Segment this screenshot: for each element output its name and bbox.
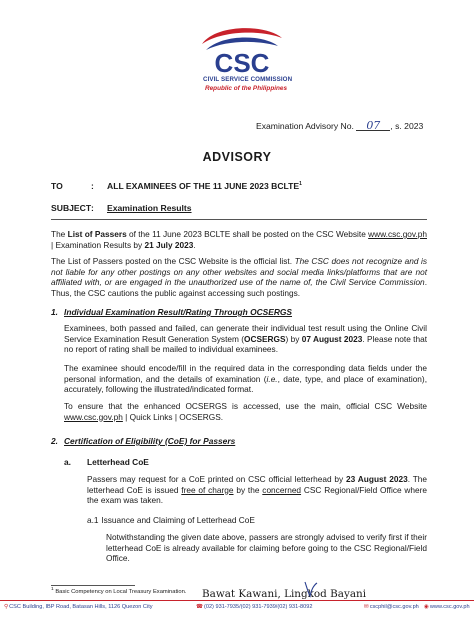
subject-value: Examination Results	[107, 203, 192, 213]
advisory-suffix: , s. 2023	[390, 121, 424, 131]
to-label: TO	[51, 181, 63, 191]
email-icon: ✉	[364, 604, 369, 610]
logo-text: CSC	[214, 48, 270, 78]
section-1-paragraph-1: Examinees, both passed and failed, can generate their individual test result using the Online Civil Service Examination Result Generation System (OCSERGS) by 07 August 2023. Please note that no report of rating shall be mailed to individual examinees.	[64, 323, 427, 354]
footer-phone: ☎(02) 931-7935/(02) 931-7939/(02) 931-8092	[196, 604, 313, 610]
footnote-divider	[51, 585, 135, 586]
section-2-heading: 2. Certification of Eligibility (CoE) for Passers	[51, 436, 236, 446]
footer-website[interactable]: ◉www.csc.gov.ph	[424, 604, 470, 610]
csc-website-link[interactable]: www.csc.gov.ph	[368, 229, 427, 239]
section-1-paragraph-3: To ensure that the enhanced OCSERGS is accessed, use the main, official CSC Website www.csc.gov.ph | Quick Links | OCSERGS.	[64, 401, 427, 422]
org-name: CIVIL SERVICE COMMISSION	[203, 76, 293, 83]
header-divider	[51, 219, 427, 220]
subject-colon: :	[91, 203, 94, 213]
location-pin-icon: ⚲	[4, 604, 9, 610]
phone-icon: ☎	[196, 604, 203, 610]
footnote: $^1$ Basic Competency on Local Treasury Examination.	[51, 587, 187, 595]
advisory-number: 07	[356, 121, 390, 131]
footer-address: ⚲CSC Building, IBP Road, Batasan Hills, 1126 Quezon City	[4, 604, 153, 610]
section-2a-paragraph: Passers may request for a CoE printed on CSC official letterhead by 23 August 2023. The letterhead CoE is issued free of charge by the concerned CSC Regional/Field Office where the exam was taken.	[87, 474, 427, 505]
subject-row	[51, 203, 192, 213]
official-list-paragraph: The List of Passers posted on the CSC Website is the official list. The CSC does not recognize and is not liable for any other postings on any other websites and social media links/platforms that are not affiliated with, or are engaged in the unauthorized use of the name of, the Civil Service Commission. Thus, the CSC cautions the public against accessing such postings.	[51, 256, 427, 298]
footer-email[interactable]: ✉cscphil@csc.gov.ph	[364, 604, 419, 610]
globe-icon: ◉	[424, 604, 429, 610]
page-title: ADVISORY	[202, 150, 272, 164]
to-value: ALL EXAMINEES OF THE 11 JUNE 2023 BCLTE$^1$	[107, 181, 302, 191]
advisory-number-line	[256, 121, 423, 131]
signature-initial-icon	[303, 580, 319, 598]
section-1-heading: 1. Individual Examination Result/Rating Through OCSERGS	[51, 307, 293, 317]
section-2a1-paragraph: Notwithstanding the given date above, passers are strongly advised to verify first if their letterhead CoE is already available for claiming before going to the CSC Regional/Field Office.	[106, 532, 427, 563]
section-1-paragraph-2: The examinee should encode/fill in the required data in the corresponding data fields under the personal information, and the details of examination (i.e., date, type, and place of examination), accurately, following the illustrated/indicated format.	[64, 363, 427, 394]
section-2a-heading: a. Letterhead CoE	[64, 457, 149, 467]
motto: Bawat Kawani, Lingkod Bayani	[202, 588, 367, 600]
section-2a1-heading: a.1 Issuance and Claiming of Letterhead CoE	[87, 515, 255, 525]
subject-label: SUBJECT	[51, 203, 92, 213]
to-row	[51, 181, 302, 191]
csc-website-link-2[interactable]: www.csc.gov.ph	[64, 411, 123, 422]
to-colon: :	[91, 181, 94, 191]
page-footer	[0, 600, 474, 613]
csc-logo-emblem-icon	[196, 22, 286, 78]
intro-paragraph: The List of Passers of the 11 June 2023 BCLTE shall be posted on the CSC Website www.csc.gov.ph | Examination Results by 21 July 2023.	[51, 229, 427, 250]
advisory-prefix: Examination Advisory No.	[256, 121, 354, 131]
org-subtitle: Republic of the Philippines	[205, 85, 288, 92]
